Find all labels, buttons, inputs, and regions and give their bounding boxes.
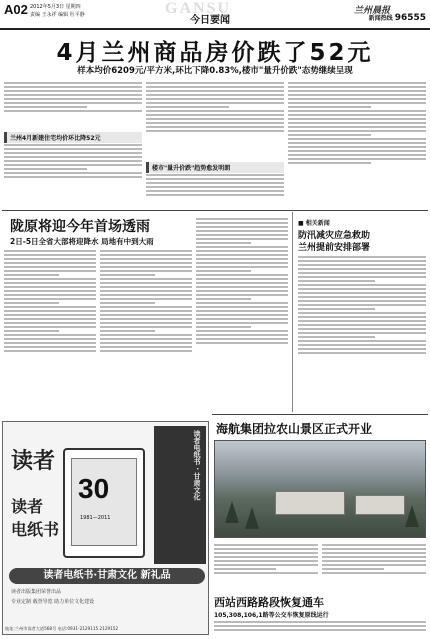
ad-side-banner: 读者电纸书 · 甘肃文化 (154, 426, 206, 564)
text-line (214, 625, 426, 627)
text-line (100, 302, 155, 304)
text-line (100, 338, 192, 340)
text-line (4, 290, 96, 292)
disaster-subhead: 兰州提前安排部署 (298, 243, 371, 253)
text-line (100, 270, 192, 272)
text-line (196, 310, 288, 312)
text-line (322, 556, 426, 558)
text-line (4, 110, 142, 112)
text-line (288, 154, 426, 156)
photo-story-body-col1 (214, 542, 318, 592)
text-line (288, 122, 426, 124)
text-line (298, 308, 375, 310)
lead-inset-title-2: 楼市"量升价跌"趋势愈发明朗 (146, 162, 284, 173)
text-line (196, 306, 288, 308)
text-line (196, 246, 288, 248)
text-line (214, 560, 318, 562)
text-line (298, 316, 426, 318)
text-line (4, 334, 96, 336)
text-line (298, 300, 426, 302)
text-line (298, 292, 426, 294)
text-line (100, 290, 192, 292)
text-line (298, 304, 426, 306)
text-line (100, 314, 192, 316)
text-line (146, 126, 284, 128)
hotline (369, 13, 426, 23)
text-line (322, 552, 426, 554)
text-line (4, 302, 59, 304)
text-line (196, 330, 288, 332)
text-line (288, 98, 426, 100)
ad-footer: 地址:兰州市读者大道568号 电话:0931-2129115 2129152 (5, 626, 119, 631)
text-line (4, 286, 96, 288)
text-line (4, 156, 142, 158)
text-line (196, 274, 288, 276)
ad-line-2: 专业定制 载誉导览 助力单位文化建设 (11, 599, 95, 605)
text-line (196, 250, 288, 252)
text-line (288, 142, 426, 144)
text-line (196, 314, 288, 316)
text-line (214, 556, 318, 558)
text-line (288, 118, 426, 120)
text-line (298, 276, 426, 278)
text-line (100, 350, 192, 352)
text-line (4, 342, 96, 344)
text-line (322, 548, 426, 550)
text-line (298, 344, 426, 346)
text-line (298, 288, 426, 290)
text-line (298, 340, 426, 342)
text-line (146, 114, 284, 116)
text-line (214, 629, 426, 631)
related-news-tag (298, 218, 330, 227)
text-line (298, 348, 426, 350)
text-line (4, 346, 96, 348)
text-line (4, 102, 142, 104)
text-line (288, 150, 426, 152)
related-news-tag-label: 相关新闻 (305, 220, 330, 227)
text-line (196, 322, 288, 324)
text-line (4, 318, 96, 320)
text-line (4, 258, 96, 260)
photo-tree (225, 501, 239, 523)
text-line (4, 94, 142, 96)
paper-logo: 兰州晨报 (353, 6, 390, 16)
text-line (4, 148, 142, 150)
text-line (298, 324, 426, 326)
text-line (4, 314, 96, 316)
text-line (146, 194, 284, 196)
text-line (4, 82, 142, 84)
text-line (288, 138, 426, 140)
lead-headline: 4月兰州商品房价跌了52元 (56, 40, 374, 66)
text-line (4, 274, 59, 276)
text-line (100, 278, 192, 280)
text-line (322, 544, 426, 546)
text-line (100, 342, 192, 344)
text-line (196, 338, 288, 340)
text-line (146, 102, 284, 104)
ereader-device (63, 448, 145, 558)
text-line (288, 162, 371, 164)
text-line (322, 564, 426, 566)
text-line (4, 330, 59, 332)
text-line (196, 234, 288, 236)
divider (2, 210, 428, 211)
text-line (288, 102, 426, 104)
text-line (4, 282, 96, 284)
text-line (298, 320, 426, 322)
text-line (196, 334, 288, 336)
weather-body-col3 (196, 216, 288, 408)
text-line (100, 310, 192, 312)
date-line: 2012年5月3日 星期四 (30, 4, 81, 10)
text-line (146, 110, 284, 112)
text-line (196, 238, 288, 240)
text-line (100, 306, 192, 308)
text-line (196, 222, 288, 224)
text-line (288, 86, 426, 88)
divider (212, 414, 428, 415)
text-line (4, 106, 87, 108)
text-line (322, 572, 426, 574)
text-line (288, 146, 426, 148)
text-line (196, 290, 288, 292)
ad-anniversary-number: 30 (78, 473, 110, 504)
text-line (4, 298, 96, 300)
text-line (100, 286, 192, 288)
ad-line-1: 读者出版集团荣誉出品 (11, 589, 62, 595)
ereader-screen (71, 458, 137, 546)
disaster-body (298, 254, 426, 404)
bus-body (214, 619, 426, 637)
text-line (4, 164, 142, 166)
text-line (322, 568, 384, 570)
text-line (100, 294, 192, 296)
text-line (4, 144, 142, 146)
text-line (196, 242, 251, 244)
text-line (100, 274, 155, 276)
text-line (214, 548, 318, 550)
text-line (298, 280, 375, 282)
text-line (298, 256, 426, 258)
text-line (196, 294, 288, 296)
text-line (298, 332, 426, 334)
text-line (288, 114, 426, 116)
text-line (146, 86, 284, 88)
text-line (214, 544, 318, 546)
text-line (146, 90, 284, 92)
text-line (288, 126, 426, 128)
text-line (298, 352, 426, 354)
text-line (4, 90, 142, 92)
text-line (288, 106, 371, 108)
text-line (4, 270, 96, 272)
text-line (196, 262, 288, 264)
text-line (4, 172, 142, 174)
text-line (4, 262, 96, 264)
text-line (288, 110, 426, 112)
editor-line: 责编 王永祥 编辑 杜平静 (30, 12, 85, 18)
lead-body-col2 (146, 80, 284, 158)
text-line (100, 318, 192, 320)
text-line (146, 82, 284, 84)
ad-brand-top: 读者 (11, 448, 56, 474)
text-line (4, 306, 96, 308)
hotline-label: 新闻热线 (368, 15, 393, 22)
text-line (196, 342, 288, 344)
photo-tree (405, 505, 419, 527)
lead-inset-title-1: 兰州4月新建住宅均价环比降52元 (4, 132, 142, 143)
section-title: 今日要闻 (190, 15, 230, 26)
text-line (146, 186, 284, 188)
text-line (322, 560, 426, 562)
text-line (4, 98, 142, 100)
weather-headline: 陇原将迎今年首场透雨 (10, 219, 150, 235)
weather-body-col2 (100, 248, 192, 408)
text-line (146, 118, 284, 120)
text-line (4, 338, 96, 340)
text-line (298, 260, 426, 262)
text-line (196, 218, 288, 220)
text-line (214, 564, 318, 566)
text-line (4, 294, 96, 296)
text-line (4, 310, 96, 312)
text-line (298, 284, 426, 286)
text-line (196, 254, 288, 256)
text-line (100, 250, 192, 252)
text-line (196, 270, 251, 272)
ebook-advertisement (2, 421, 209, 635)
text-line (146, 94, 284, 96)
text-line (100, 298, 192, 300)
lead-inset-body-1 (4, 142, 142, 200)
text-line (146, 106, 229, 108)
photo-building (275, 491, 345, 515)
ad-brand-bottom: 读者 电纸书 (11, 497, 60, 539)
text-line (298, 328, 426, 330)
text-line (288, 134, 371, 136)
text-line (4, 322, 96, 324)
ad-years: 1981—2011 (80, 515, 111, 521)
text-line (214, 552, 318, 554)
text-line (4, 250, 96, 252)
square-bullet-icon: ■ (298, 220, 306, 227)
text-line (4, 168, 87, 170)
text-line (146, 190, 284, 192)
page-number: A02 (4, 2, 28, 17)
text-line (214, 572, 318, 574)
weather-subhead: 2日-5日全省大部将迎降水 局地有中到大雨 (10, 237, 154, 246)
text-line (100, 334, 192, 336)
text-line (298, 272, 426, 274)
column-divider (292, 212, 293, 412)
text-line (4, 176, 142, 178)
resort-photo (214, 440, 426, 538)
photo-story-body-col2 (322, 542, 426, 592)
text-line (298, 264, 426, 266)
text-line (100, 258, 192, 260)
text-line (146, 182, 284, 184)
text-line (146, 130, 284, 132)
lead-inset-body-2 (146, 172, 284, 208)
text-line (288, 94, 426, 96)
text-line (4, 266, 96, 268)
masthead-watermark: GANSU (165, 0, 232, 17)
text-line (100, 346, 192, 348)
text-line (196, 318, 288, 320)
text-line (4, 160, 142, 162)
lead-body-col3 (288, 80, 426, 208)
text-line (4, 278, 96, 280)
bus-headline: 西站西路路段恢复通车 (214, 596, 324, 609)
text-line (288, 158, 426, 160)
text-line (196, 282, 288, 284)
text-line (100, 262, 192, 264)
text-line (146, 98, 284, 100)
text-line (298, 312, 426, 314)
text-line (4, 86, 142, 88)
bus-subhead: 105,308,106,1路等公交车恢复原线运行 (214, 612, 329, 619)
disaster-headline: 防汛减灾应急救助 (298, 231, 371, 241)
text-line (4, 152, 142, 154)
text-line (4, 254, 96, 256)
hotline-number: 96555 (394, 13, 426, 23)
text-line (288, 82, 426, 84)
text-line (196, 302, 288, 304)
text-line (100, 254, 192, 256)
photo-tree (245, 507, 259, 529)
masthead (0, 0, 430, 30)
text-line (146, 174, 284, 176)
text-line (4, 350, 96, 352)
text-line (298, 296, 426, 298)
photo-building (355, 495, 405, 515)
text-line (146, 178, 284, 180)
text-line (4, 326, 96, 328)
text-line (298, 336, 375, 338)
text-line (196, 230, 288, 232)
text-line (196, 278, 288, 280)
text-line (100, 282, 192, 284)
text-line (100, 322, 192, 324)
text-line (288, 130, 426, 132)
text-line (214, 621, 426, 623)
lead-subhead: 样本均价6209元/平方米,环比下降0.83%,楼市"量升价跌"态势继续呈现 (77, 66, 353, 76)
text-line (196, 266, 288, 268)
text-line (214, 568, 276, 570)
text-line (196, 326, 251, 328)
photo-story-headline: 海航集团拉农山景区正式开业 (216, 422, 373, 436)
text-line (298, 268, 426, 270)
text-line (196, 286, 288, 288)
text-line (196, 258, 288, 260)
lead-body-col1 (4, 80, 142, 128)
text-line (288, 90, 426, 92)
text-line (100, 266, 192, 268)
ad-slogan: 读者电纸书·甘肃文化 新礼品 (9, 568, 205, 584)
weather-body-col1 (4, 248, 96, 408)
text-line (146, 122, 284, 124)
text-line (100, 326, 192, 328)
text-line (196, 226, 288, 228)
text-line (100, 330, 155, 332)
text-line (196, 298, 251, 300)
